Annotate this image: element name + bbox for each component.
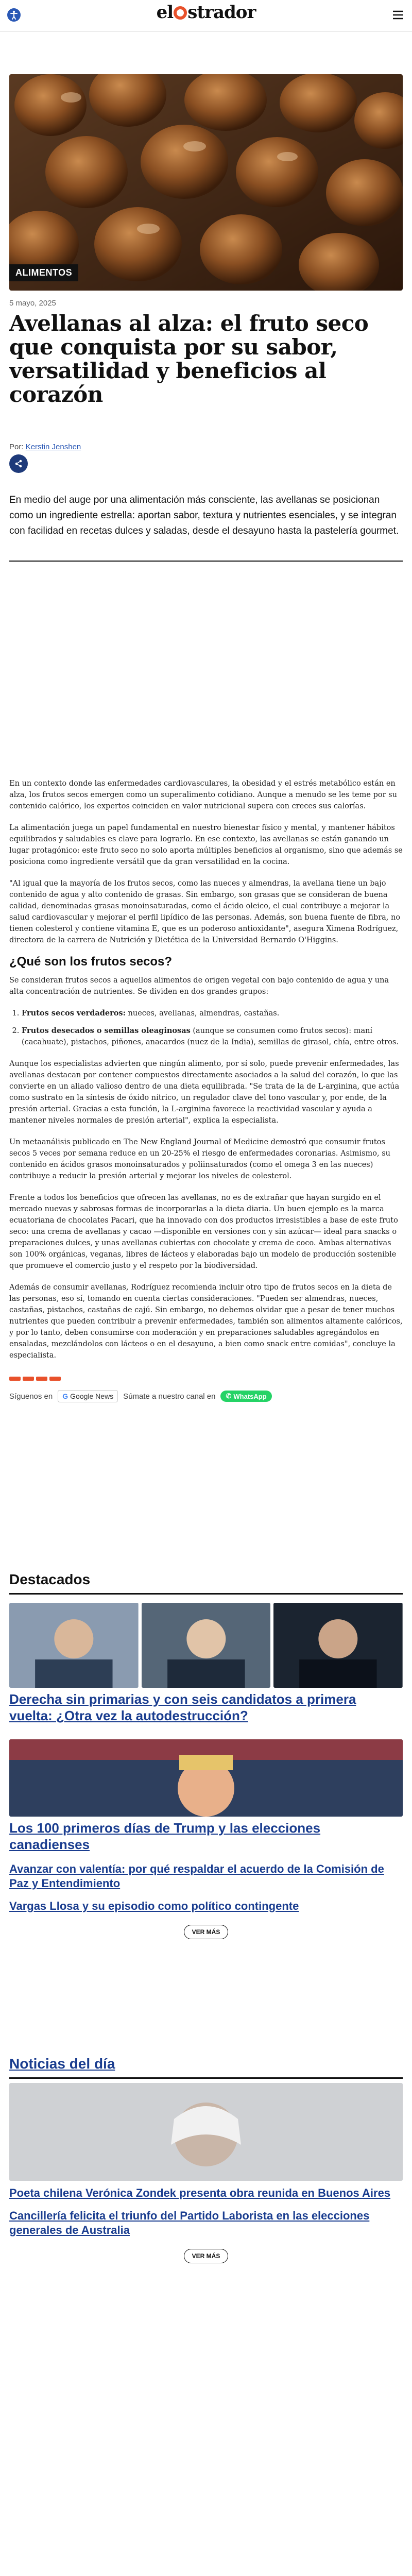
byline-prefix: Por: [9, 443, 24, 451]
paragraph: En un contexto donde las enfermedades cardiovasculares, la obesidad y el estrés metabólico están en alza, los frutos secos emergen como un superalimento cotidiano. Aunque a menudo se les teme por su contenido calórico, los expertos coinciden en valor nutricional supera con creces sus calorías. [9, 779, 397, 810]
follow-row [9, 1390, 403, 1402]
paragraph: Un metaanálisis publicado en The New England Journal of Medicine demostró que consumir frutos secos 5 veces por semana reduce en un 20-25% el riesgo de enfermedades coronarias. Asimismo, su contenido en ácidos grasos monoinsaturados y poliinsaturados (como el omega 3 en las nueces) contribuye a reducir la presión arterial y mejorar los niveles de colesterol. [9, 1138, 390, 1180]
section-title[interactable]: Noticias del día [9, 2056, 403, 2079]
article-lead: En medio del auge por una alimentación más consciente, las avellanas se posicionan como un ingrediente estrella: aportan sabor, textura y nutrientes esenciales, y se integran con facilidad en recetas dulces y saladas, desde el desayuno hasta la pastelería gourmet. [9, 495, 399, 536]
author-link[interactable]: Kerstin Jenshen [25, 443, 81, 451]
headline-link[interactable]: Los 100 primeros días de Trump y las elecciones canadienses [9, 1820, 321, 1852]
article-title: Avellanas al alza: el fruto seco que conquista por su sabor, versatilidad y beneficios al corazón [9, 311, 369, 407]
headline-link[interactable]: Poeta chilena Verónica Zondek presenta obra reunida en Buenos Aires [9, 2187, 391, 2199]
destacados-section [0, 1571, 412, 1939]
paragraph: "Al igual que la mayoría de los frutos secos, como las nueces y almendras, la avellana tiene un bajo contenido de agua y alto contenido de grasas. Sin embargo, son grasas que se consideran de buena calidad, denominadas grasas monoinsaturadas, como el ácido oleico, el cual contribuye a mejorar la salud cardiovascular y mejorar el perfil lipídico de las personas. Además, son buena fuente de fibra, no tienen colesterol y contiene vitamina E, que es un poderoso antioxidante", asegura Ximena Rodríguez, directora de la carrera de Nutrición y Dietética de la Universidad Bernardo O'Higgins. [9, 879, 401, 944]
divider [9, 561, 403, 562]
trump-photo[interactable] [9, 1739, 403, 1817]
candidate-photo[interactable] [273, 1603, 403, 1688]
noticias-section [0, 2056, 412, 2263]
category-tag[interactable]: ALIMENTOS [9, 264, 78, 281]
ver-mas-button[interactable]: VER MÁS [184, 1925, 228, 1939]
article-body [9, 778, 403, 1361]
hero-image [9, 74, 403, 291]
site-logo[interactable]: el strador [156, 2, 256, 23]
whatsapp-button[interactable]: ✆ WhatsApp [220, 1391, 271, 1402]
paragraph: Además de consumir avellanas, Rodríguez recomienda incluir otro tipo de frutos secos en la dieta de las personas, eso sí, tomando en cuenta ciertas consideraciones. "Pueden ser almendras, nueces, castañas, pistachos, castañas de cajú. Sin embargo, no debemos olvidar que a pesar de tener muchos nutrientes que pueden contribuir a prevenir enfermedades, también son alimentos altamente calóricos, y por lo tanto, deben consumirse con moderación y en preparaciones saludables agregándolos en ensaladas, mezclándolos con lácteos o en el desayuno, a bien como snack entre comidas", concluye la especialista. [9, 1283, 403, 1360]
google-news-button[interactable]: G Google News [58, 1390, 118, 1402]
paragraph: Aunque los especialistas advierten que ningún alimento, por sí solo, puede prevenir enfermedades, las avellanas destacan por contener compuestos directamente asociados a la salud del corazón, lo que las convierte en un aliado valioso dentro de una dieta equilibrada. "Se trata de la de L-arginina, que actúa como sustrato en la síntesis de óxido nítrico, un regulador clave del tono vascular y, por ende, de la presión arterial. Gracias a esta función, la L-arginina favorece la reactividad vascular y ayuda a mantener niveles normales de presión arterial", explica la especialista. [9, 1060, 400, 1125]
paragraph: Frente a todos los beneficios que ofrecen las avellanas, no es de extrañar que hayan surgido en el mercado nuevas y sabrosas formas de incorporarlas a la dieta diaria. Un buen ejemplo es la marca ecuatoriana de chocolates Pacari, que ha innovado con dos productos irresistibles a base de este fruto seco: una crema de avellanas y cacao —disponible en versiones con y sin azúcar— ideal para snacks o preparaciones dulces, y unas avellanas cubiertas con chocolate y crema de coco. Ambas alternativas son 100% orgánicas, veganas, libres de lácteos y elaboradas bajo un modelo de producción sostenible que promueve el comercio justo y el respeto por la biodiversidad. [9, 1194, 398, 1270]
list-item: 1. Frutos secos verdaderos: nueces, avellanas, almendras, castañas. [22, 1008, 403, 1019]
list-item: 2. Frutos desecados o semillas oleaginosas (aunque se consumen como frutos secos): maní (cacahuate), pistachos, piñones, anacardos (nuez de la India), semillas de girasol, chía, entre otros. [22, 1025, 403, 1048]
headline-link[interactable]: Derecha sin primarias y con seis candidatos a primera vuelta: ¿Otra vez la autodestrucción? [9, 1691, 356, 1723]
candidate-photo[interactable] [9, 1603, 139, 1688]
headline-link[interactable]: Cancillería felicita el triunfo del Partido Laborista en las elecciones generales de Australia [9, 2209, 370, 2236]
accent-bars [9, 1377, 403, 1381]
whatsapp-text: Súmate a nuestro canal en [123, 1392, 216, 1401]
list [22, 1008, 403, 1048]
whatsapp-icon: ✆ [226, 1392, 232, 1400]
hamburger-menu-icon[interactable] [390, 7, 406, 23]
candidate-photo[interactable] [142, 1603, 271, 1688]
ver-mas-button[interactable]: VER MÁS [184, 2249, 228, 2263]
share-icon[interactable] [9, 454, 28, 473]
google-news-icon: G [62, 1392, 68, 1400]
article-date: 5 mayo, 2025 [9, 299, 56, 308]
follow-text: Síguenos en [9, 1392, 53, 1401]
section-heading: ¿Qué son los frutos secos? [9, 955, 173, 969]
destacados-photos[interactable] [9, 1603, 403, 1688]
headline-link[interactable]: Avanzar con valentía: por qué respaldar el acuerdo de la Comisión de Paz y Entendimiento [9, 1862, 384, 1890]
byline [9, 443, 403, 451]
paragraph: La alimentación juega un papel fundamental en nuestro bienestar físico y mental, y mantener hábitos equilibrados y saludables es clave para lograrlo. En ese contexto, las avellanas se están ganando un lugar protagónico: este fruto seco no solo aporta múltiples beneficios al organismo, sino que además se posiciona como ingrediente versátil que da gran versatilidad en la cocina. [9, 824, 403, 866]
section-title: Destacados [9, 1571, 403, 1595]
site-header [0, 0, 412, 32]
paragraph: Se consideran frutos secos a aquellos alimentos de origen vegetal con bajo contenido de agua y una alta concentración de nutrientes. Se dividen en dos grandes grupos: [9, 976, 389, 996]
headline-link[interactable]: Vargas Llosa y su episodio como político contingente [9, 1900, 299, 1912]
poet-photo[interactable] [9, 2083, 403, 2181]
